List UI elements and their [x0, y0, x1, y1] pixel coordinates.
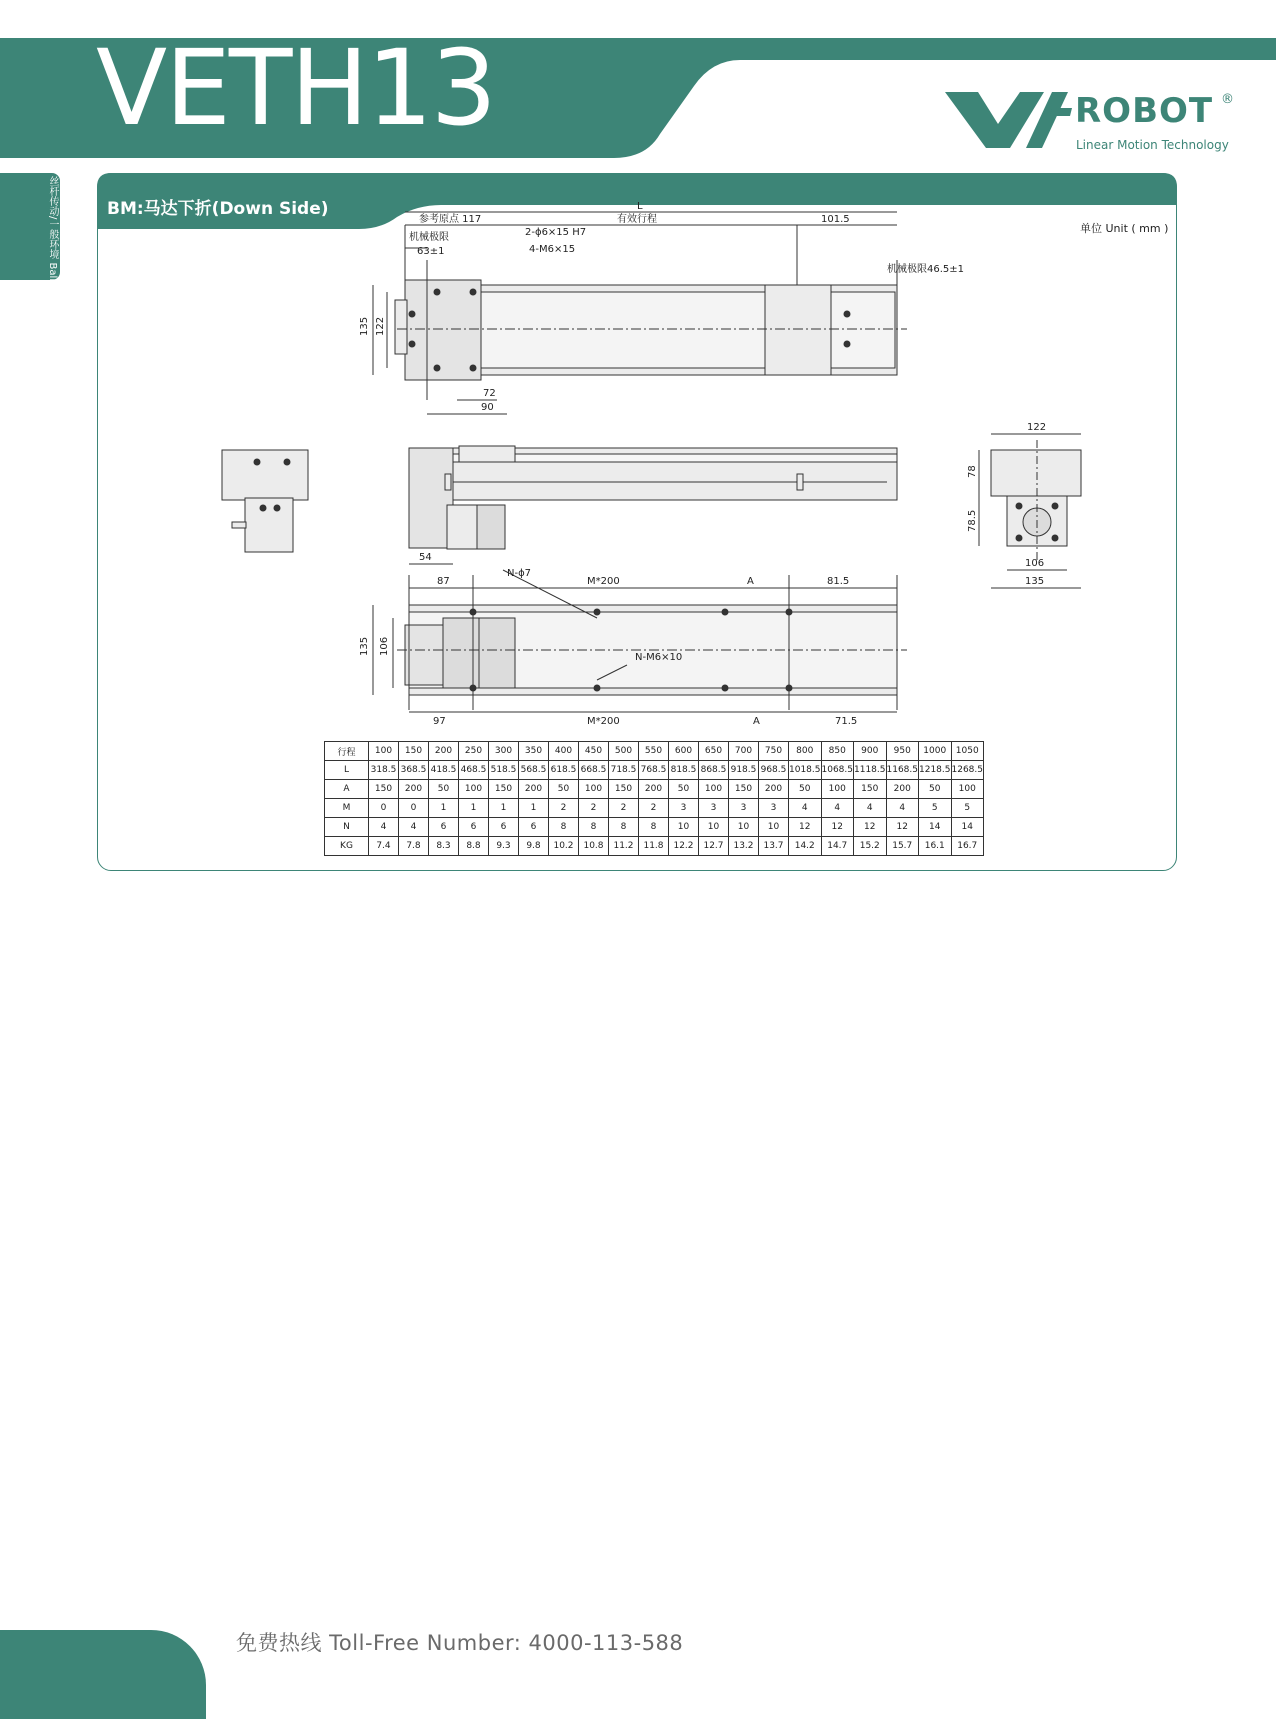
- table-cell: 10.2: [549, 837, 579, 856]
- dim-effective-stroke: 有效行程: [617, 214, 657, 225]
- dim-A-top: A: [747, 576, 754, 587]
- table-cell: 3: [669, 799, 699, 818]
- table-cell: 800: [789, 742, 822, 761]
- product-title: VETH13: [96, 27, 495, 149]
- table-cell: 16.1: [919, 837, 952, 856]
- table-cell: 4: [821, 799, 854, 818]
- table-cell: 4: [886, 799, 919, 818]
- table-cell: 6: [429, 818, 459, 837]
- dim-87: 87: [437, 576, 450, 587]
- table-cell: 11.2: [609, 837, 639, 856]
- table-cell: 100: [699, 780, 729, 799]
- section-title: BM:马达下折(Down Side): [107, 199, 329, 219]
- dim-m200-top: M*200: [587, 576, 620, 587]
- table-cell: 900: [854, 742, 887, 761]
- table-cell: 10: [669, 818, 699, 837]
- table-row: [325, 818, 984, 837]
- table-cell: 918.5: [729, 761, 759, 780]
- table-cell: 4: [399, 818, 429, 837]
- right-end-view: [991, 440, 1081, 560]
- dim-97: 97: [433, 716, 446, 727]
- table-cell: 1: [459, 799, 489, 818]
- dim-78: 78: [967, 465, 978, 478]
- table-cell: 568.5: [519, 761, 549, 780]
- dim-mech-limit-right: 机械极限46.5±1: [887, 264, 965, 275]
- table-cell: 150: [609, 780, 639, 799]
- table-cell: 15.7: [886, 837, 919, 856]
- table-cell: 3: [759, 799, 789, 818]
- table-cell: 0: [399, 799, 429, 818]
- row-label: N: [325, 818, 369, 837]
- table-cell: 5: [951, 799, 984, 818]
- table-cell: 8.3: [429, 837, 459, 856]
- table-cell: 200: [519, 780, 549, 799]
- table-cell: 7.8: [399, 837, 429, 856]
- table-cell: 200: [399, 780, 429, 799]
- dim-54: 54: [419, 552, 432, 563]
- table-cell: 200: [429, 742, 459, 761]
- top-view: [395, 225, 907, 400]
- table-cell: 418.5: [429, 761, 459, 780]
- table-cell: 8: [579, 818, 609, 837]
- table-cell: 1268.5: [951, 761, 984, 780]
- table-cell: 3: [699, 799, 729, 818]
- table-cell: 1000: [919, 742, 952, 761]
- table-cell: 150: [399, 742, 429, 761]
- unit-label: 单位 Unit ( mm ): [1080, 222, 1169, 235]
- dim-106-side: 106: [1025, 558, 1045, 569]
- table-cell: 50: [669, 780, 699, 799]
- brand-tagline: Linear Motion Technology: [1076, 138, 1229, 152]
- table-cell: 6: [459, 818, 489, 837]
- table-cell: 12.7: [699, 837, 729, 856]
- table-cell: 5: [919, 799, 952, 818]
- dim-n-phi7: N-ϕ7: [507, 568, 532, 579]
- table-cell: 768.5: [639, 761, 669, 780]
- table-cell: 618.5: [549, 761, 579, 780]
- table-cell: 10: [759, 818, 789, 837]
- dim-90: 90: [481, 402, 494, 413]
- table-cell: 200: [639, 780, 669, 799]
- table-cell: 7.4: [369, 837, 399, 856]
- table-cell: 6: [519, 818, 549, 837]
- dim-pin-spec: 2-ϕ6×15 H7: [525, 227, 587, 238]
- table-cell: 450: [579, 742, 609, 761]
- bottom-view: [397, 575, 907, 710]
- table-cell: 600: [669, 742, 699, 761]
- dim-63: 63±1: [417, 246, 445, 257]
- table-cell: 250: [459, 742, 489, 761]
- table-cell: 2: [549, 799, 579, 818]
- dim-78-5: 78.5: [967, 509, 978, 532]
- table-cell: 318.5: [369, 761, 399, 780]
- table-cell: 468.5: [459, 761, 489, 780]
- table-cell: 968.5: [759, 761, 789, 780]
- dim-A-bottom: A: [753, 716, 760, 727]
- table-row: [325, 761, 984, 780]
- row-label: 行程: [325, 742, 369, 761]
- dim-135-bottom: 135: [359, 636, 370, 656]
- table-cell: 0: [369, 799, 399, 818]
- table-cell: 150: [729, 780, 759, 799]
- table-cell: 650: [699, 742, 729, 761]
- table-cell: 14: [919, 818, 952, 837]
- row-label: M: [325, 799, 369, 818]
- dim-101-5: 101.5: [821, 214, 850, 225]
- row-label: A: [325, 780, 369, 799]
- table-cell: 16.7: [951, 837, 984, 856]
- dim-m200-bottom: M*200: [587, 716, 620, 727]
- table-cell: 100: [951, 780, 984, 799]
- side-view: [409, 446, 897, 549]
- table-cell: 15.2: [854, 837, 887, 856]
- table-cell: 700: [729, 742, 759, 761]
- table-cell: 12: [854, 818, 887, 837]
- dim-mech-limit: 机械极限: [409, 232, 449, 243]
- table-row: [325, 799, 984, 818]
- table-cell: 1018.5: [789, 761, 822, 780]
- table-cell: 4: [369, 818, 399, 837]
- table-cell: 100: [459, 780, 489, 799]
- dim-135-top: 135: [359, 316, 370, 336]
- registered-mark: ®: [1221, 92, 1234, 107]
- technical-drawing: [97, 200, 1177, 740]
- table-cell: 500: [609, 742, 639, 761]
- table-cell: 368.5: [399, 761, 429, 780]
- table-cell: 12: [789, 818, 822, 837]
- table-cell: 14.7: [821, 837, 854, 856]
- table-cell: 200: [759, 780, 789, 799]
- table-cell: 150: [854, 780, 887, 799]
- table-cell: 9.8: [519, 837, 549, 856]
- table-cell: 9.3: [489, 837, 519, 856]
- row-label: KG: [325, 837, 369, 856]
- table-cell: 12: [886, 818, 919, 837]
- dim-71-5: 71.5: [835, 716, 858, 727]
- table-cell: 2: [639, 799, 669, 818]
- table-cell: 50: [549, 780, 579, 799]
- table-cell: 14: [951, 818, 984, 837]
- table-cell: 4: [854, 799, 887, 818]
- table-cell: 6: [489, 818, 519, 837]
- table-cell: 818.5: [669, 761, 699, 780]
- dim-ref-origin: 参考原点 117: [419, 214, 482, 225]
- table-cell: 3: [729, 799, 759, 818]
- dim-122-side: 122: [1027, 422, 1047, 433]
- table-cell: 12: [821, 818, 854, 837]
- table-cell: 668.5: [579, 761, 609, 780]
- table-cell: 8: [639, 818, 669, 837]
- table-cell: 400: [549, 742, 579, 761]
- table-cell: 10: [699, 818, 729, 837]
- brand-name: ROBOT: [1075, 91, 1214, 131]
- table-cell: 14.2: [789, 837, 822, 856]
- footer-band: [0, 1630, 206, 1719]
- table-cell: 13.2: [729, 837, 759, 856]
- table-cell: 2: [579, 799, 609, 818]
- table-cell: 300: [489, 742, 519, 761]
- table-cell: 2: [609, 799, 639, 818]
- table-cell: 1068.5: [821, 761, 854, 780]
- table-cell: 8: [549, 818, 579, 837]
- row-label: L: [325, 761, 369, 780]
- table-cell: 10.8: [579, 837, 609, 856]
- table-cell: 550: [639, 742, 669, 761]
- table-cell: 13.7: [759, 837, 789, 856]
- spec-table: [324, 741, 984, 856]
- table-cell: 100: [579, 780, 609, 799]
- side-tab-text: 丝杆传动/一般环境 Ball screw drive General environment: [47, 176, 58, 452]
- table-cell: 950: [886, 742, 919, 761]
- table-cell: 200: [886, 780, 919, 799]
- table-cell: 350: [519, 742, 549, 761]
- table-cell: 518.5: [489, 761, 519, 780]
- table-cell: 718.5: [609, 761, 639, 780]
- table-cell: 10: [729, 818, 759, 837]
- table-cell: 50: [919, 780, 952, 799]
- dim-122-top: 122: [375, 316, 386, 336]
- table-cell: 100: [821, 780, 854, 799]
- table-cell: 750: [759, 742, 789, 761]
- table-row: [325, 837, 984, 856]
- hotline-text: 免费热线 Toll-Free Number: 4000-113-588: [236, 1631, 684, 1655]
- dim-106-bottom: 106: [379, 636, 390, 656]
- table-row: [325, 780, 984, 799]
- dim-screw-spec: 4-M6×15: [529, 244, 576, 255]
- table-cell: 1: [489, 799, 519, 818]
- dim-L: L: [637, 201, 643, 212]
- table-cell: 11.8: [639, 837, 669, 856]
- table-cell: 100: [369, 742, 399, 761]
- table-cell: 50: [429, 780, 459, 799]
- table-cell: 50: [789, 780, 822, 799]
- dim-81-5: 81.5: [827, 576, 850, 587]
- table-cell: 150: [369, 780, 399, 799]
- table-cell: 1168.5: [886, 761, 919, 780]
- table-cell: 12.2: [669, 837, 699, 856]
- dim-135-side: 135: [1025, 576, 1045, 587]
- dim-72: 72: [483, 388, 496, 399]
- table-row: [325, 742, 984, 761]
- table-cell: 1: [519, 799, 549, 818]
- table-cell: 8: [609, 818, 639, 837]
- table-cell: 8.8: [459, 837, 489, 856]
- table-cell: 1118.5: [854, 761, 887, 780]
- table-cell: 1: [429, 799, 459, 818]
- table-cell: 4: [789, 799, 822, 818]
- table-cell: 150: [489, 780, 519, 799]
- table-cell: 1218.5: [919, 761, 952, 780]
- table-cell: 868.5: [699, 761, 729, 780]
- left-end-view: [222, 450, 308, 552]
- table-cell: 850: [821, 742, 854, 761]
- dim-n-m6: N-M6×10: [635, 652, 683, 663]
- table-cell: 1050: [951, 742, 984, 761]
